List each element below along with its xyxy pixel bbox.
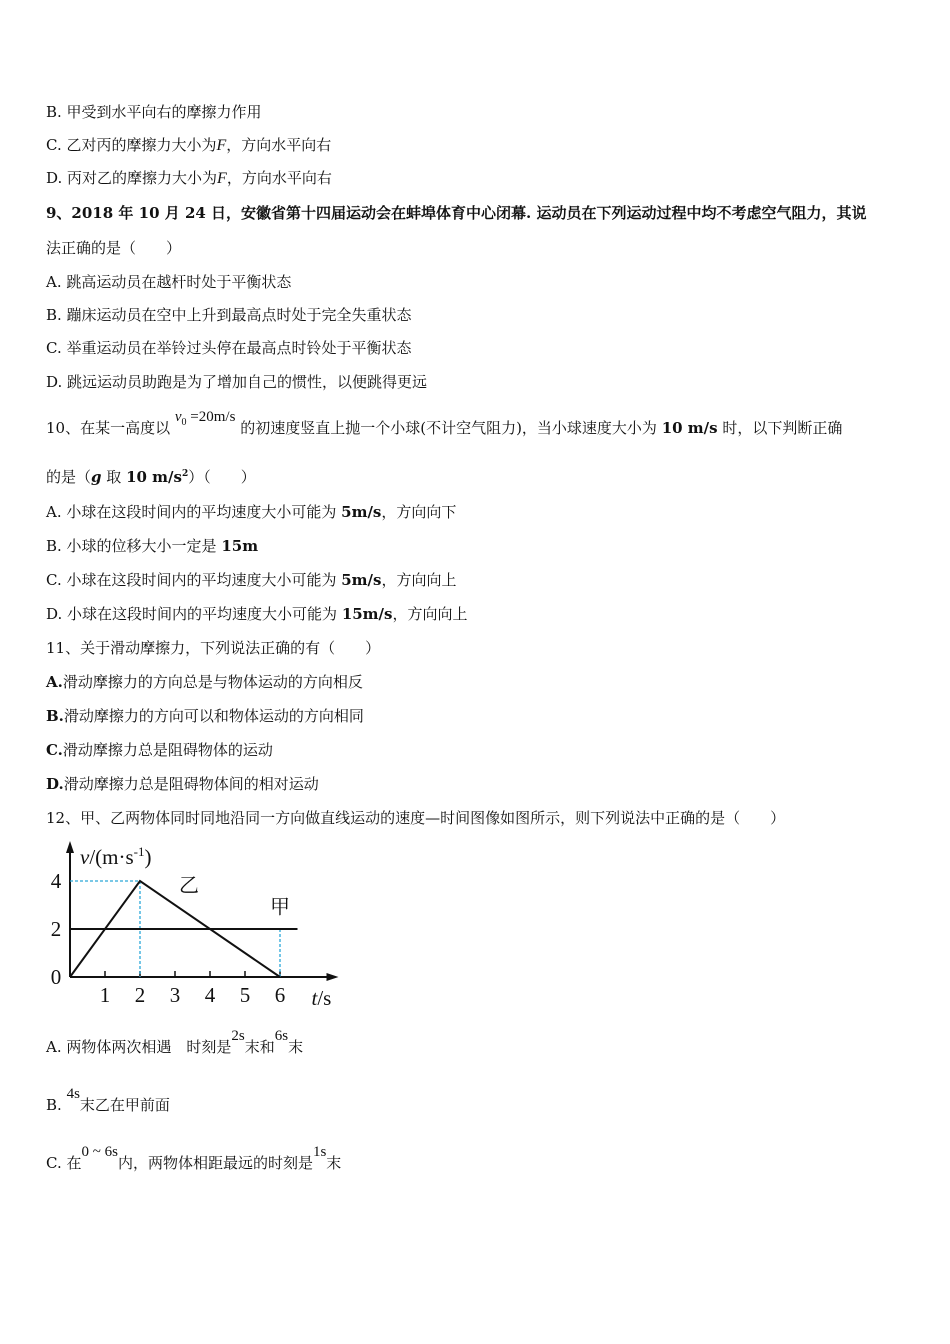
- q10-option-a: [46, 502, 456, 522]
- q10-option-c-dir: ，方向向上: [381, 571, 457, 589]
- x-tick-label-4: 4: [204, 983, 216, 1007]
- x-tick-label-5: 5: [239, 983, 251, 1007]
- y-tick-label-4: 4: [50, 869, 62, 893]
- q10-option-d-value: 15m/s: [341, 605, 393, 623]
- y-tick-label-2: 2: [50, 917, 62, 941]
- q11-option-c: [46, 740, 273, 760]
- q10-option-c-text: C. 小球在这段时间内的平均速度大小可能为: [46, 571, 342, 589]
- q12-option-a-time2: 6s: [274, 1028, 289, 1044]
- graph-text: [51, 844, 332, 1010]
- q10-v-symbol: v: [174, 409, 182, 425]
- q12-option-b-label: B.: [46, 1096, 62, 1114]
- q10-stem2-pre: 的是（: [46, 468, 92, 486]
- q10-option-d-dir: ，方向向上: [392, 605, 468, 623]
- q9-option-a-text: A. 跳高运动员在越杆时处于平衡状态: [46, 273, 292, 291]
- q10-option-c-value: 5m/s: [341, 571, 382, 589]
- q9-option-c: [46, 338, 411, 358]
- q11-option-c-label: C.: [46, 741, 63, 759]
- q8-option-d-dir: ，方向水平向右: [226, 169, 332, 187]
- q10-option-b-text: B. 小球的位移大小一定是: [46, 537, 222, 555]
- q11-option-a-text: 滑动摩擦力的方向总是与物体运动的方向相反: [62, 673, 363, 691]
- x-axis-arrow: [327, 973, 339, 981]
- q9-stem-line2: [46, 238, 181, 258]
- q11-option-b-label: B.: [46, 707, 64, 725]
- q10-stem-post: 时，以下判断正确: [717, 419, 843, 437]
- q10-g-value: 10 m/s: [126, 468, 182, 486]
- q9-stem-line1: [46, 203, 867, 223]
- q8-option-c-text: C. 乙对丙的摩擦力大小为: [46, 136, 217, 154]
- y-axis-arrow: [66, 841, 74, 853]
- q12-option-a-mid: 末和: [244, 1038, 275, 1056]
- vt-graph: [46, 838, 346, 1013]
- q10-option-a-value: 5m/s: [341, 503, 382, 521]
- q12-option-a: [46, 1028, 304, 1058]
- q10-option-c: [46, 570, 457, 590]
- x-tick-label-2: 2: [134, 983, 146, 1007]
- q11-stem-text: 11、关于滑动摩擦力，下列说法正确的有（ ）: [46, 639, 381, 657]
- q10-initial-velocity: [174, 409, 236, 428]
- q12-option-a-time1: 2s: [231, 1028, 245, 1044]
- q12-option-c: [46, 1144, 342, 1174]
- y-axis-label: $v/(m\cdot s^{-1})$: [80, 844, 152, 869]
- series-label-jia: 甲: [270, 896, 290, 919]
- q11-option-b-text: 滑动摩擦力的方向可以和物体运动的方向相同: [63, 707, 364, 725]
- q10-option-a-text: A. 小球在这段时间内的平均速度大小可能为: [46, 503, 342, 521]
- q12-option-a-text: A. 两物体两次相遇 时刻是: [46, 1038, 232, 1056]
- q12-option-c-time: 1s: [312, 1144, 327, 1160]
- q8-option-b: [46, 102, 262, 122]
- q10-v-subscript: 0: [181, 417, 187, 428]
- q8-option-d-var: F: [217, 170, 227, 187]
- q11-option-d-label: D.: [46, 775, 64, 793]
- q12-option-b: [46, 1086, 170, 1116]
- q9-option-d: [46, 372, 427, 392]
- q10-speed-value: 10 m/s: [661, 419, 718, 437]
- q11-option-d: [46, 774, 319, 794]
- x-tick-label-6: 6: [274, 983, 286, 1007]
- q10-stem2-post: ）（ ）: [188, 468, 256, 486]
- series-label-yi: 乙: [179, 874, 199, 897]
- q10-option-b: [46, 536, 258, 556]
- q10-stem-pre: 10、在某一高度以: [46, 419, 171, 437]
- q11-option-a-label: A.: [46, 673, 63, 691]
- q8-option-b-text: B. 甲受到水平向右的摩擦力作用: [46, 103, 262, 121]
- q10-stem-mid: 的初速度竖直上抛一个小球(不计空气阻力)，当小球速度大小为: [240, 419, 662, 437]
- q9-option-b: [46, 305, 412, 325]
- q10-stem-line2: [46, 467, 256, 490]
- q12-stem: [46, 808, 785, 828]
- q10-v-value: =20m/s: [190, 409, 236, 425]
- x-tick-label-3: 3: [169, 983, 181, 1007]
- origin-label: 0: [50, 965, 62, 989]
- q11-option-d-text: 滑动摩擦力总是阻碍物体间的相对运动: [63, 775, 319, 793]
- q12-option-c-range: 0 ~ 6s: [81, 1144, 118, 1160]
- q9-option-b-text: B. 蹦床运动员在空中上升到最高点时处于完全失重状态: [46, 306, 412, 324]
- q9-option-a: [46, 272, 291, 292]
- q10-option-b-value: 15m: [221, 537, 259, 555]
- q11-option-a: [46, 672, 363, 692]
- q9-option-c-text: C. 举重运动员在举铃过头停在最高点时铃处于平衡状态: [46, 339, 412, 357]
- q12-option-a-end: 末: [288, 1038, 304, 1056]
- q12-option-b-text: 末乙在甲前面: [79, 1096, 170, 1114]
- q12-option-c-text: 内，两物体相距最远的时刻是: [117, 1154, 313, 1172]
- q12-option-b-time: 4s: [66, 1086, 80, 1102]
- q9-option-d-text: D. 跳远运动员助跑是为了增加自己的惯性，以便跳得更远: [46, 373, 428, 391]
- q10-stem-line1: [46, 409, 843, 441]
- q9-stem-text2: 法正确的是（ ）: [46, 239, 182, 257]
- x-tick-label-1: 1: [99, 983, 111, 1007]
- q11-option-b: [46, 706, 364, 726]
- q8-option-c-var: F: [216, 137, 227, 154]
- q10-g-mid: 取: [101, 468, 127, 486]
- q12-option-c-label: C. 在: [46, 1154, 82, 1172]
- q10-option-d: [46, 604, 468, 624]
- q11-option-c-text: 滑动摩擦力总是阻碍物体的运动: [62, 741, 273, 759]
- q10-option-d-text: D. 小球在这段时间内的平均速度大小可能为: [46, 605, 342, 623]
- q8-option-d-text: D. 丙对乙的摩擦力大小为: [46, 169, 218, 187]
- q8-option-c-dir: ，方向水平向右: [226, 136, 332, 154]
- q10-option-a-dir: ，方向向下: [381, 503, 457, 521]
- q12-option-c-end: 末: [326, 1154, 342, 1172]
- q10-g-exponent: 2: [181, 469, 189, 479]
- q8-option-c: [46, 135, 331, 156]
- q10-g-symbol: g: [91, 468, 102, 486]
- q8-option-d: [46, 168, 332, 189]
- x-axis-label: t/s: [311, 986, 332, 1010]
- q12-stem-text: 12、甲、乙两物体同时同地沿同一方向做直线运动的速度—时间图像如图所示，则下列说法中正确的是（ ）: [46, 809, 786, 827]
- q9-stem-text1: 9、2018 年 10 月 24 日，安徽省第十四届运动会在蚌埠体育中心闭幕. 运动员在下列运动过程中均不考虑空气阻力，其说: [46, 204, 867, 222]
- q11-stem: [46, 638, 380, 658]
